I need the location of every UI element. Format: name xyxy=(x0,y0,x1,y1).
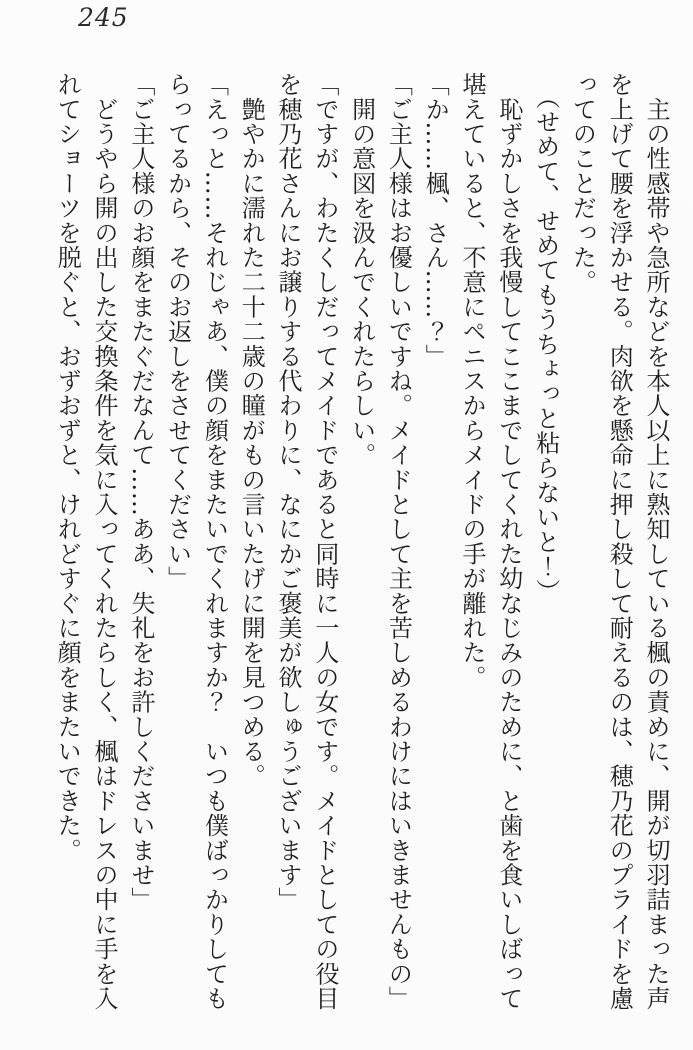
page-number: 245 xyxy=(78,3,129,32)
text-line: 艶やかに濡れた二十二歳の瞳がもの言いたげに開を見つめる。 xyxy=(237,72,266,789)
text-line: 「ご主人様はお優しいですね。メイドとして主を苦しめるわけにはいきませんもの」 xyxy=(384,72,413,1011)
text-line: ってのことだった。 xyxy=(568,72,597,295)
vertical-text-block xyxy=(48,72,674,1013)
text-line: を上げて腰を浮かせる。肉欲を懸命に押し殺して耐えるのは、穂乃花のプライドを慮 xyxy=(605,72,634,1011)
text-line: れてショーツを脱ぐと、おずおずと、けれどすぐに顔をまたいできた。 xyxy=(53,72,82,863)
text-line: 開の意図を汲んでくれたらしい。 xyxy=(347,72,376,468)
text-line: を穂乃花さんにお譲りする代わりに、なにかご褒美が欲しゅうございます」 xyxy=(274,72,303,912)
text-line: 「か……楓、さん……？」 xyxy=(421,72,450,369)
text-line: 「ご主人様のお顔をまたぐだなんて……ああ、失礼をお許しくださいませ」 xyxy=(126,72,155,912)
text-line: らってるから、そのお返しをさせてください」 xyxy=(163,72,192,591)
text-line: （せめて、せめてもうちょっと粘らないと！） xyxy=(531,72,560,604)
text-line: 堪えていると、不意にペニスからメイドの手が離れた。 xyxy=(458,72,487,690)
text-line: どうやら開の出した交換条件を気に入ってくれたらしく、楓はドレスの中に手を入 xyxy=(90,72,119,1011)
text-line: 「えっと……それじゃあ、僕の顔をまたいでくれますか？ いつも僕ばっかりしても xyxy=(200,72,229,1011)
text-line: 主の性感帯や急所などを本人以上に熟知している楓の責めに、開が切羽詰まった声 xyxy=(642,72,670,1011)
text-line: 「ですが、わたくしだってメイドであると同時に一人の女です。メイドとしての役目 xyxy=(310,72,339,1011)
text-line: 恥ずかしさを我慢してここまでしてくれた幼なじみのために、と歯を食いしばって xyxy=(494,72,523,1011)
